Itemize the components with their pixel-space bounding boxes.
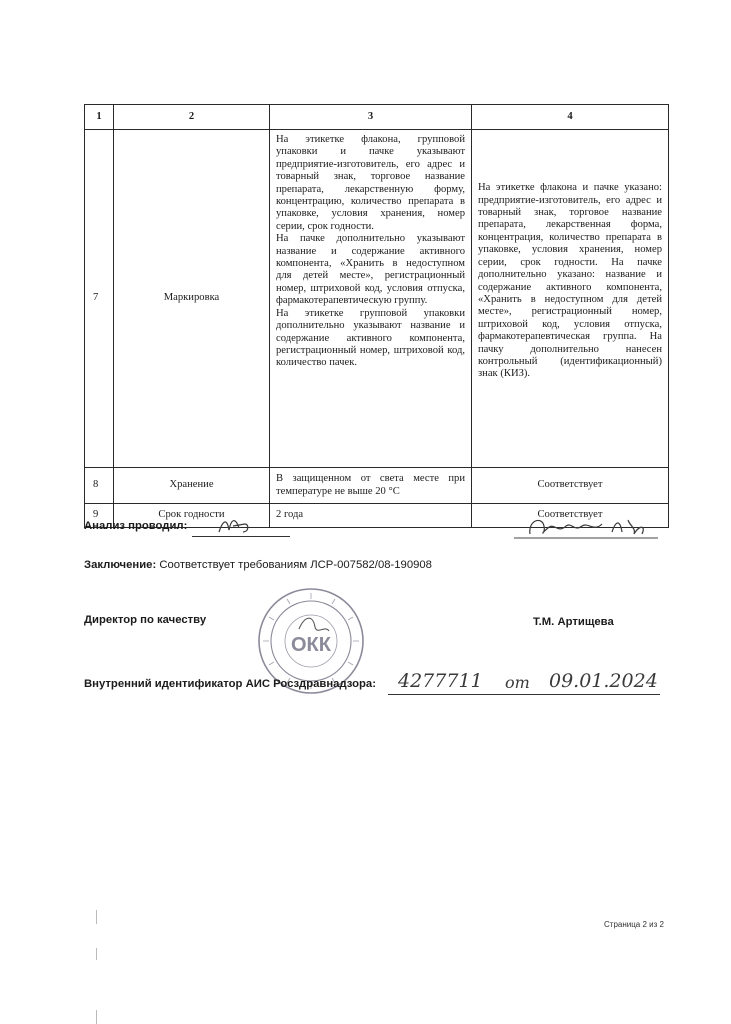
header-cell-4: 4: [472, 105, 669, 130]
scan-mark: [96, 1010, 97, 1024]
analyst-signature: [508, 512, 668, 544]
row-number: 9: [85, 504, 114, 528]
scan-mark: [96, 910, 97, 924]
ais-from: от: [505, 673, 530, 692]
row-number: 8: [85, 468, 114, 504]
director-name: Т.М. Артищева: [533, 616, 614, 628]
table-row: [85, 130, 669, 468]
row-result: Соответствует: [472, 504, 669, 528]
ais-line: [388, 694, 660, 695]
row-requirement: 2 года: [270, 504, 472, 528]
conclusion-text: Соответствует требованиям ЛСР-007582/08-190908: [159, 559, 432, 571]
row-result: Соответствует: [472, 468, 669, 504]
row-indicator: Срок годности: [114, 504, 270, 528]
row-indicator: Маркировка: [114, 130, 270, 468]
header-cell-1: 1: [85, 105, 114, 130]
row-number: 7: [85, 130, 114, 468]
conclusion: [84, 559, 432, 571]
table-header-row: [85, 105, 669, 130]
analyst-initials-signature: [215, 512, 255, 538]
director-label: Директор по качеству: [84, 614, 207, 626]
requirement-paragraph: На пачке дополнительно указывают название и содержание активного компонента, «Хранить в недоступном для детей месте», регистрационный номер, штриховой код, условия отпуска, фармакотерапевтическую группу.: [276, 233, 465, 307]
analysis-label: Анализ проводил:: [84, 520, 188, 532]
scan-mark: [96, 948, 97, 960]
row-requirement: В защищенном от света месте при температуре не выше 20 °С: [270, 468, 472, 504]
stamp-label: ОКК: [291, 634, 331, 656]
row-requirement: [270, 130, 472, 468]
table-row: [85, 468, 669, 504]
ais-date: 09.01.2024: [549, 670, 658, 692]
header-cell-3: 3: [270, 105, 472, 130]
ais-label: Внутренний идентификатор АИС Росздравнадзора:: [84, 678, 376, 690]
row-indicator: Хранение: [114, 468, 270, 504]
requirement-paragraph: На этикетке флакона, групповой упаковки и пачке указывают предприятие-изготовитель, его адрес и товарный знак, торговое название препарата, лекарственную форму, концентрацию, количество препарата в упаковке, условия хранения, номер серии, срок годности.: [276, 134, 465, 232]
requirement-paragraph: На этикетке групповой упаковки дополнительно указывают название и содержание активного компонента, регистрационный номер, штриховой код, количество пачек.: [276, 307, 465, 369]
page-number: Страница 2 из 2: [604, 920, 664, 929]
conclusion-label: Заключение:: [84, 559, 157, 571]
header-cell-2: 2: [114, 105, 270, 130]
spec-table: [84, 104, 669, 528]
ais-id: 4277711: [398, 670, 483, 692]
row-result: На этикетке флакона и пачке указано: предприятие-изготовитель, его адрес и товарный знак, торговое название препарата, лекарственная форма, концентрация, количество препарата в упаковке, условия хранения, номер серии, срок годности. На пачке дополнительно указано: название и содержание активного компонента, «Хранить в недоступном для детей месте», регистрационный номер, штриховой код, условия отпуска, фармакотерапевтическая группа. На пачку дополнительно нанесен контрольный (идентификационный) знак (КИЗ).: [472, 130, 669, 468]
